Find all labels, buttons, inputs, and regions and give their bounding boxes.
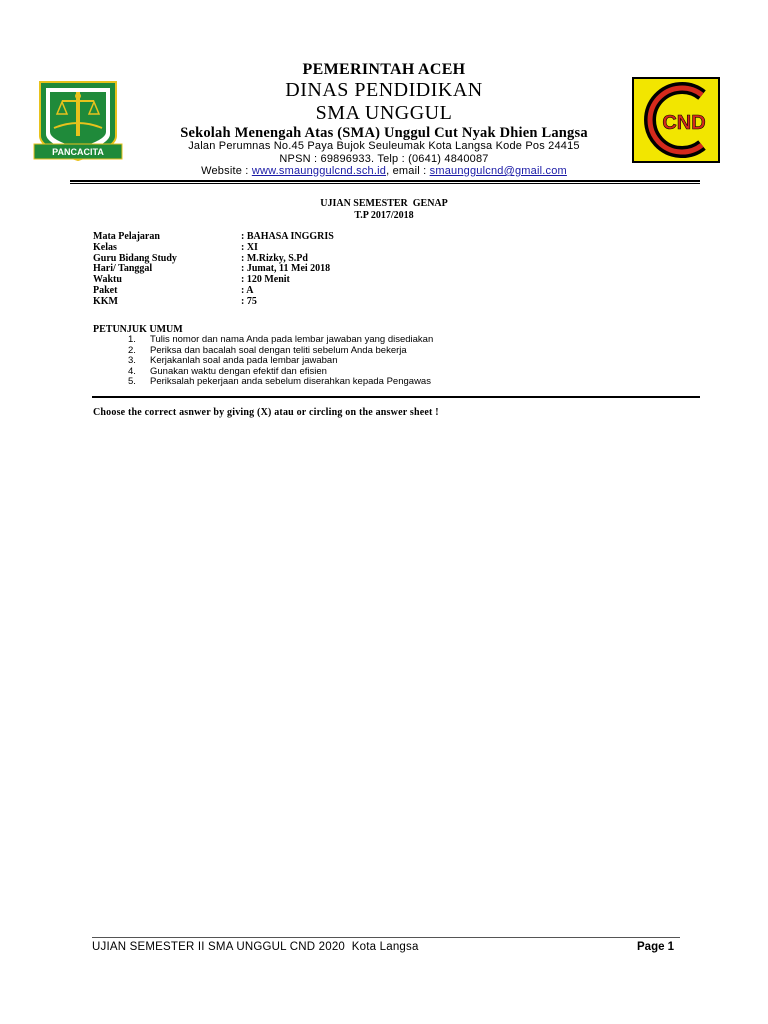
question-directive: Choose the correct asnwer by giving (X) atau or circling on the answer sheet ! [93,407,439,418]
list-item [128,356,433,367]
item-number: 3. [128,355,136,366]
info-row [93,297,334,308]
item-text: Kerjakanlah soal anda pada lembar jawaban [150,355,338,366]
list-item [128,335,433,346]
item-text: Gunakan waktu dengan efektif dan efisien [150,365,327,377]
item-text: Periksalah pekerjaan anda sebelum diserahkan kepada Pengawas [150,376,431,387]
info-row [93,286,334,297]
exam-info [93,232,334,308]
item-text: Tulis nomor dan nama Anda pada lembar jawaban yang disediakan [150,334,434,345]
page-number: Page 1 [637,941,675,953]
header-divider-thin [70,183,700,184]
cnd-label: CND [662,112,706,134]
info-value: : XI [241,241,258,253]
header-divider-thick [70,180,700,182]
header-school-full: Sekolah Menengah Atas (SMA) Unggul Cut Nyak Dhien Langsa [180,125,588,141]
info-row [93,264,334,275]
list-item [128,377,433,388]
info-row [93,232,334,243]
header-address: Jalan Perumnas No.45 Paya Bujok Seuleumak Kota Langsa Kode Pos 24415 [188,140,580,152]
website-link[interactable]: www.smaunggulcnd.sch.id [251,165,387,177]
info-value: : M.Rizky, S.Pd [241,252,308,264]
email-link[interactable]: smaunggulcnd@gmail.com [429,165,567,177]
info-key: Waktu [93,274,122,286]
website-label: Website : [201,165,252,177]
item-number: 5. [128,376,136,387]
info-key: Hari/ Tanggal [93,263,153,275]
item-number: 1. [128,334,136,345]
instructions-heading: PETUNJUK UMUM [93,324,183,335]
info-key: Kelas [93,241,117,253]
section-divider [92,396,700,398]
info-row [93,243,334,254]
item-number: 4. [128,365,136,377]
item-number: 2. [128,344,136,356]
info-row [93,275,334,286]
pancacita-label: PANCACITA [52,147,104,157]
info-key: KKM [93,295,118,307]
exam-year: T.P 2017/2018 [354,210,414,221]
footer-divider [92,937,680,938]
info-value: : 75 [241,295,257,307]
instructions-list [128,335,433,388]
info-key: Paket [93,284,118,296]
info-key: Mata Pelajaran [93,231,160,242]
item-text: Periksa dan bacalah soal dengan teliti sebelum Anda bekerja [150,344,407,356]
footer-title: UJIAN SEMESTER II SMA UNGGUL CND 2020 Kota Langsa [92,941,419,953]
info-value: : BAHASA INGGRIS [241,231,334,242]
info-key: Guru Bidang Study [93,252,177,264]
exam-title: UJIAN SEMESTER GENAP [320,198,448,209]
header-government: PEMERINTAH ACEH [302,61,466,78]
header-web-line [0,165,768,177]
header-school: SMA UNGGUL [315,102,453,124]
info-value: : Jumat, 11 Mei 2018 [241,263,331,275]
info-value: : A [241,284,254,296]
info-value: : 120 Menit [241,274,290,286]
header-contact: NPSN : 69896933. Telp : (0641) 4840087 [279,153,489,165]
email-label: , email : [386,165,430,177]
header-department: DINAS PENDIDIKAN [285,79,483,101]
